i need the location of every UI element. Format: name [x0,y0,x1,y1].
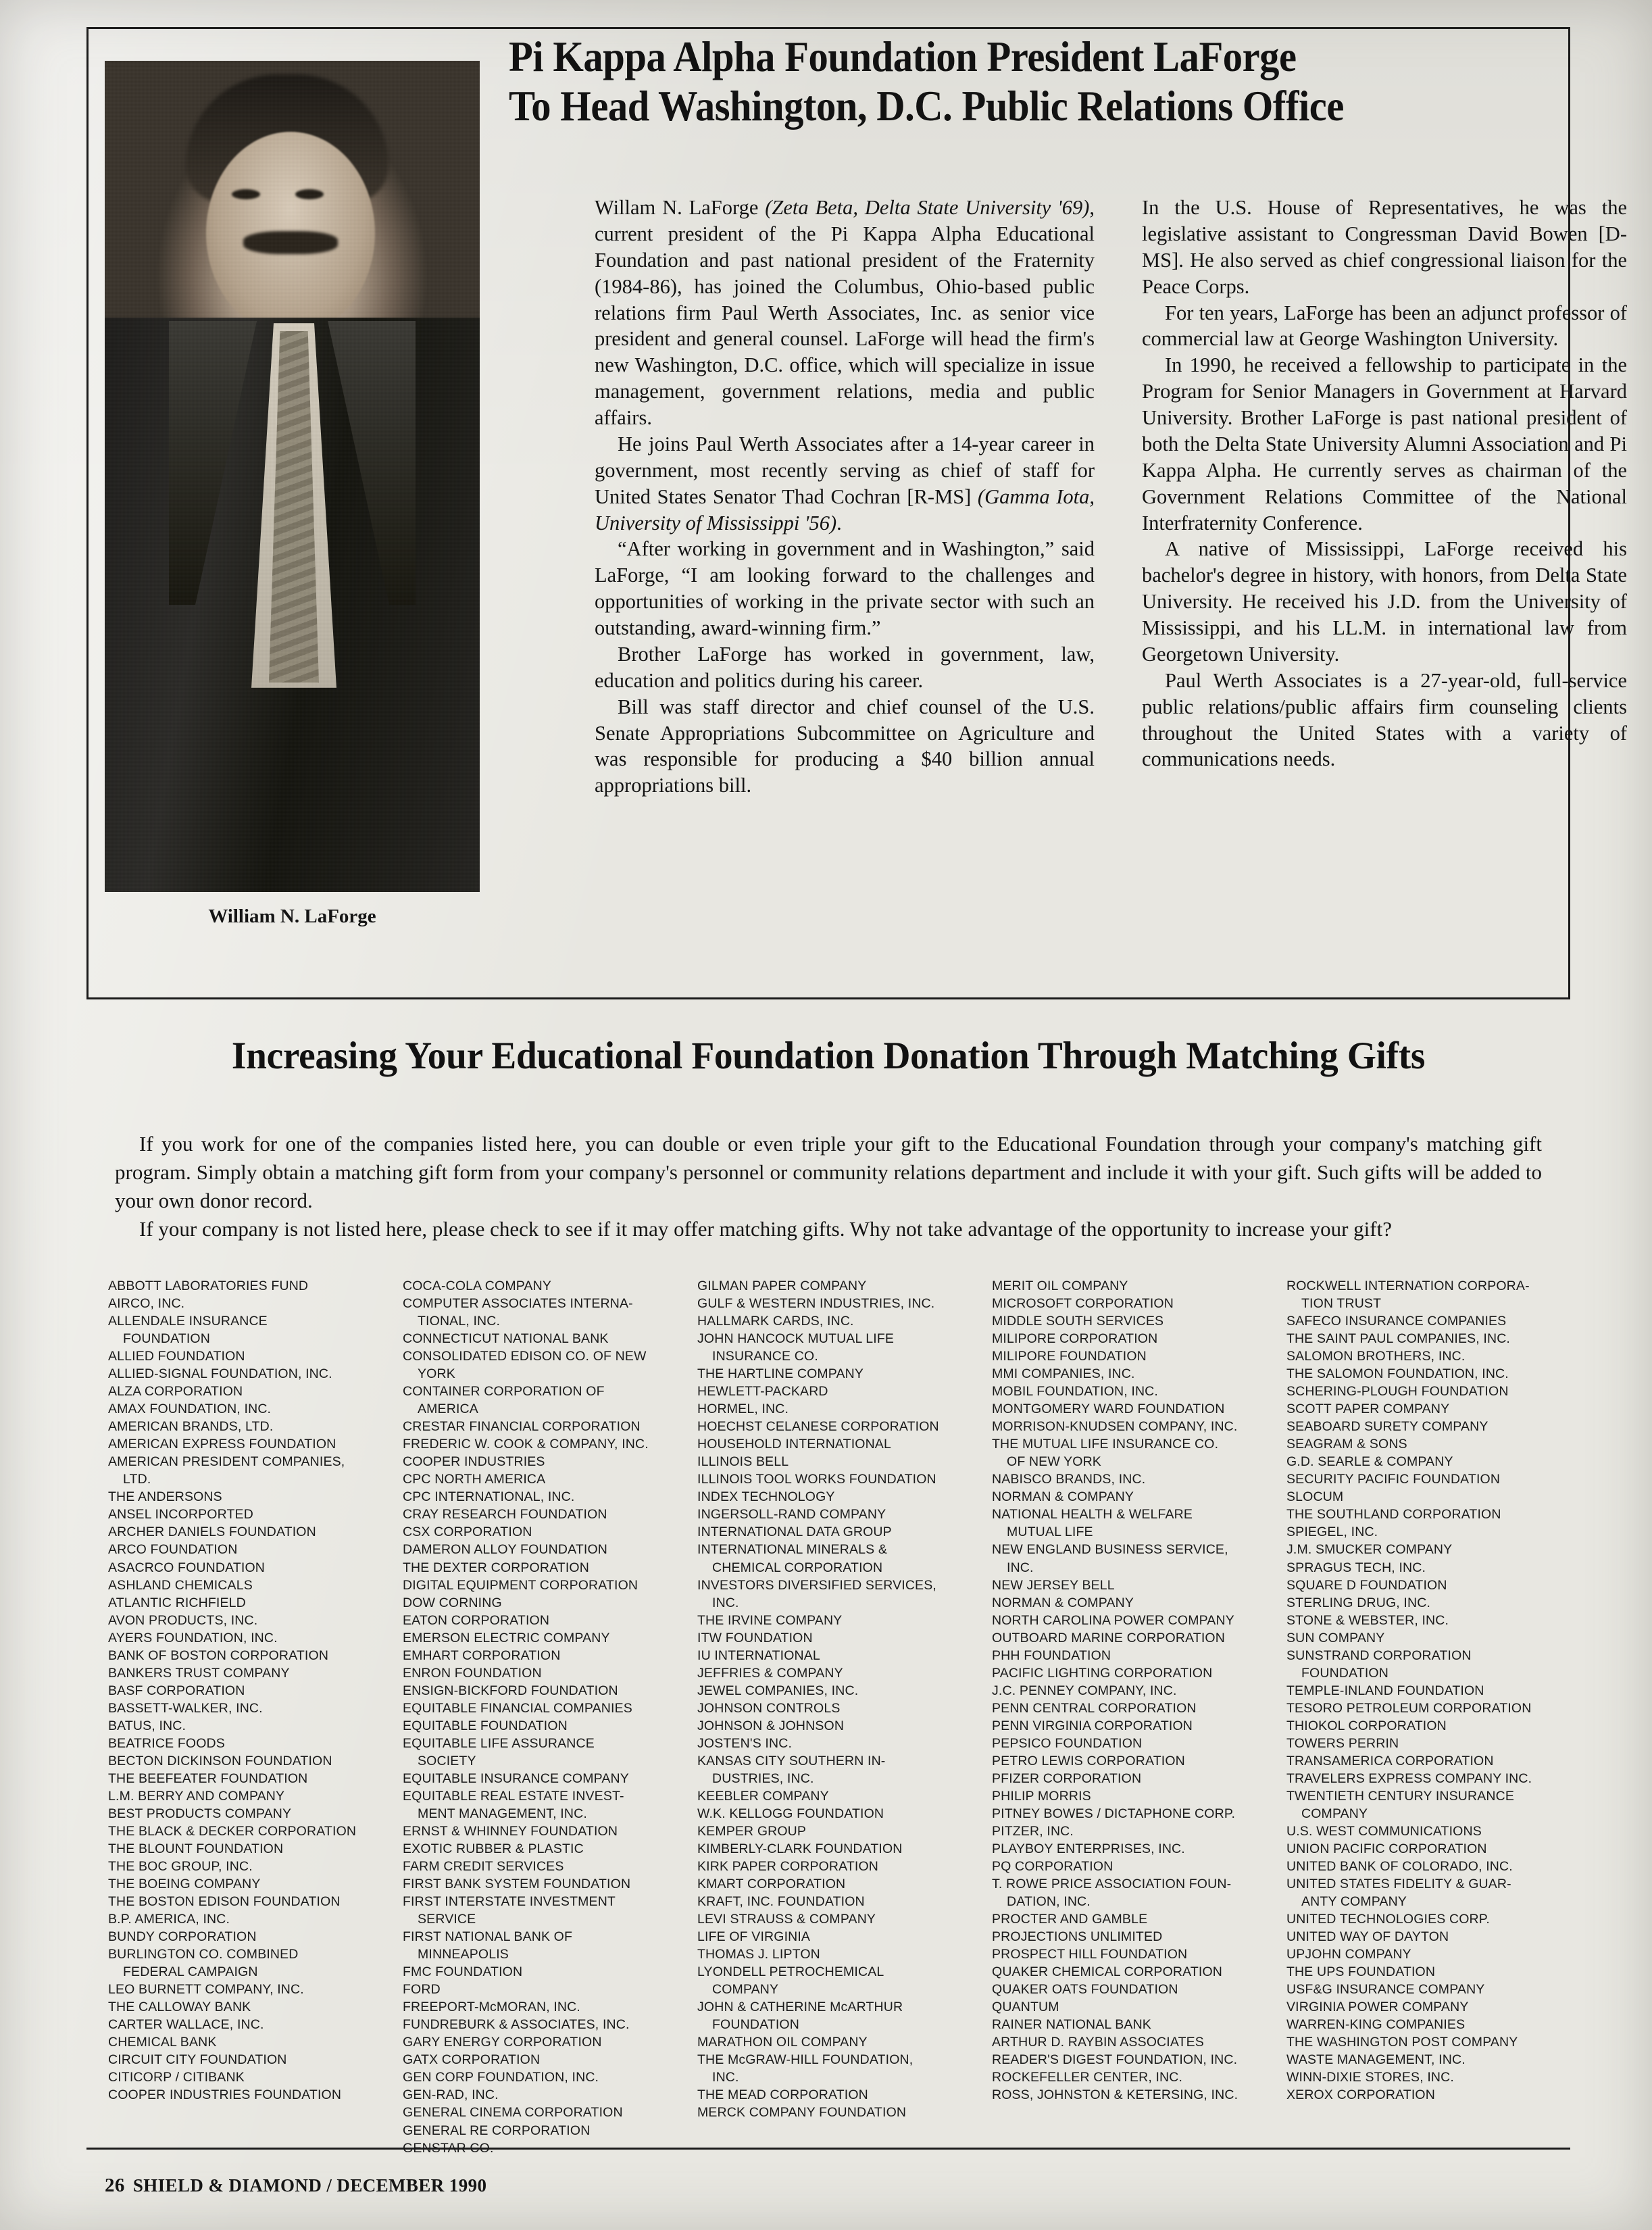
company-name: AIRCO, INC. [108,1296,185,1312]
company-name: AMERICAN BRANDS, LTD. [108,1419,274,1435]
company-name: SECURITY PACIFIC FOUNDATION [1286,1472,1501,1487]
company-name: W.K. KELLOGG FOUNDATION [697,1806,884,1821]
company-name: HEWLETT-PACKARD [697,1384,828,1399]
company-name: KMART CORPORATION [697,1877,846,1892]
company-name: NABISCO BRANDS, INC. [992,1472,1146,1487]
company-name: SEABOARD SURETY COMPANY [1286,1419,1488,1435]
company-name: JOHNSON & JOHNSON [697,1718,845,1733]
company-name-continuation: LTD. [123,1472,151,1487]
company-name: THE SALOMON FOUNDATION, INC. [1286,1366,1509,1382]
company-name: ILLINOIS TOOL WORKS FOUNDATION [697,1472,936,1487]
company-name: GENSTAR CO. [403,2140,494,2156]
company-name: WASTE MANAGEMENT, INC. [1286,2052,1466,2068]
company-name: SPIEGEL, INC. [1286,1525,1378,1540]
company-name: MIDDLE SOUTH SERVICES [992,1314,1164,1329]
company-name: PENN CENTRAL CORPORATION [992,1700,1197,1716]
company-name: PENN VIRGINIA CORPORATION [992,1718,1193,1733]
company-name: WINN-DIXIE STORES, INC. [1286,2070,1454,2085]
company-name: COCA-COLA COMPANY [403,1279,551,1293]
company-name-continuation: SERVICE [418,1912,476,1927]
company-name: PFIZER CORPORATION [992,1770,1142,1786]
company-name-continuation: COMPANY [712,1982,779,1998]
company-name: EQUITABLE INSURANCE COMPANY [403,1770,629,1786]
company-list [108,1277,1581,2157]
company-name: CHEMICAL BANK [108,2035,217,2050]
company-name: CONNECTICUT NATIONAL BANK [403,1331,609,1347]
company-name-continuation: OF NEW YORK [1007,1454,1101,1470]
company-name: FIRST NATIONAL BANK OF [403,1929,573,1945]
publication-name: SHIELD & DIAMOND / DECEMBER 1990 [132,2175,487,2196]
company-list-column [403,1277,697,2157]
company-name: KIRK PAPER CORPORATION [697,1859,879,1875]
company-name-continuation: TIONAL, INC. [418,1314,501,1329]
company-name: SAFECO INSURANCE COMPANIES [1286,1314,1507,1329]
company-name-continuation: SOCIETY [418,1753,476,1768]
company-name-continuation: INSURANCE CO. [712,1349,818,1364]
company-name: LIFE OF VIRGINIA [697,1929,811,1945]
article-column-right [1142,195,1627,772]
company-list-column [1286,1277,1581,2157]
company-name: THE McGRAW-HILL FOUNDATION, [697,2052,913,2068]
company-name: LYONDELL PETROCHEMICAL [697,1964,884,1980]
company-name: ALZA CORPORATION [108,1384,243,1399]
company-name-continuation: FOUNDATION [712,2017,799,2033]
company-name: JOHN HANCOCK MUTUAL LIFE [697,1331,895,1347]
company-name-continuation: INC. [1007,1560,1034,1575]
company-name: J.C. PENNEY COMPANY, INC. [992,1683,1177,1698]
company-name: HOUSEHOLD INTERNATIONAL [697,1437,891,1452]
company-name: CARTER WALLACE, INC. [108,2017,264,2033]
headline-line-1: Pi Kappa Alpha Foundation President LaForge [509,33,1297,80]
company-name: QUAKER CHEMICAL CORPORATION [992,1964,1223,1980]
article-paragraph: In the U.S. House of Representatives, he was the legislative assistant to Congressman David Bowen [D-MS]. He also served as chief congressional liaison for the Peace Corps. [1142,196,1627,298]
company-name: EQUITABLE FOUNDATION [403,1718,568,1733]
company-name: CONSOLIDATED EDISON CO. OF NEW [403,1349,647,1364]
company-name-continuation: DUSTRIES, INC. [712,1770,814,1786]
company-name: FARM CREDIT SERVICES [403,1859,564,1875]
company-name: BANKERS TRUST COMPANY [108,1665,290,1681]
company-name: MERCK COMPANY FOUNDATION [697,2105,907,2121]
company-name: NEW ENGLAND BUSINESS SERVICE, [992,1542,1228,1558]
company-name: VIRGINIA POWER COMPANY [1286,2000,1469,2015]
company-name: SALOMON BROTHERS, INC. [1286,1349,1466,1364]
company-name: PROSPECT HILL FOUNDATION [992,1947,1188,1962]
company-name-continuation: DATION, INC. [1007,1894,1091,1910]
company-name: KANSAS CITY SOUTHERN IN- [697,1753,886,1768]
company-name: NORTH CAROLINA POWER COMPANY [992,1612,1234,1628]
company-name: MERIT OIL COMPANY [992,1279,1128,1293]
company-name: ASHLAND CHEMICALS [108,1577,253,1593]
company-name: UNION PACIFIC CORPORATION [1286,1841,1487,1856]
article-paragraph: Brother LaForge has worked in government, law, education and politics during his career. [595,642,1095,692]
company-name: ILLINOIS BELL [697,1454,789,1470]
company-name: GATX CORPORATION [403,2052,541,2068]
company-name: G.D. SEARLE & COMPANY [1286,1454,1453,1470]
company-name: SCOTT PAPER COMPANY [1286,1402,1450,1417]
company-name: THE BOSTON EDISON FOUNDATION [108,1894,341,1910]
matching-gifts-intro [115,1130,1542,1244]
company-name: ABBOTT LABORATORIES FUND [108,1279,309,1293]
company-name: ROCKWELL INTERNATION CORPORA- [1286,1279,1530,1293]
photo-halftone-grain [105,61,480,892]
company-name: TOWERS PERRIN [1286,1735,1399,1751]
company-name: AMERICAN PRESIDENT COMPANIES, [108,1454,345,1470]
company-name: SLOCUM [1286,1489,1344,1505]
company-name: THE MEAD CORPORATION [697,2087,868,2103]
company-name: QUAKER OATS FOUNDATION [992,1982,1178,1998]
company-name: TEMPLE-INLAND FOUNDATION [1286,1683,1484,1698]
company-name: KEEBLER COMPANY [697,1788,829,1804]
company-name: STONE & WEBSTER, INC. [1286,1612,1449,1628]
company-name: UPJOHN COMPANY [1286,1947,1411,1962]
company-name: DIGITAL EQUIPMENT CORPORATION [403,1577,639,1593]
company-name: BASSETT-WALKER, INC. [108,1700,263,1716]
article-paragraph: Bill was staff director and chief counsel of the U.S. Senate Appropriations Subcommittee on Agriculture and was responsible for producing a $40 billion annual appropriations bill. [595,695,1095,797]
company-name: THE BOEING COMPANY [108,1877,261,1892]
laforge-portrait-photo [105,61,480,892]
company-name: STERLING DRUG, INC. [1286,1595,1431,1610]
company-name: EMHART CORPORATION [403,1647,561,1663]
company-name: THE BLOUNT FOUNDATION [108,1841,284,1856]
company-name: ERNST & WHINNEY FOUNDATION [403,1823,618,1839]
company-name: INVESTORS DIVERSIFIED SERVICES, [697,1577,936,1593]
company-name: KIMBERLY-CLARK FOUNDATION [697,1841,903,1856]
company-name: UNITED WAY OF DAYTON [1286,1929,1449,1945]
company-name: PACIFIC LIGHTING CORPORATION [992,1665,1213,1681]
article-paragraph: He joins Paul Werth Associates after a 14-year career in government, most recently serving as chief of staff for United States Senator Thad Cochran [R-MS] (Gamma Iota, University of Mississippi '56). [595,432,1095,535]
company-name: GULF & WESTERN INDUSTRIES, INC. [697,1296,935,1312]
company-name: FUNDREBURK & ASSOCIATES, INC. [403,2017,630,2033]
company-name: THE WASHINGTON POST COMPANY [1286,2035,1518,2050]
company-name: ENRON FOUNDATION [403,1665,542,1681]
company-name: DAMERON ALLOY FOUNDATION [403,1542,608,1558]
company-name: PITNEY BOWES / DICTAPHONE CORP. [992,1806,1236,1821]
company-name: PLAYBOY ENTERPRISES, INC. [992,1841,1185,1856]
company-name: BECTON DICKINSON FOUNDATION [108,1753,332,1768]
company-name: JEWEL COMPANIES, INC. [697,1683,859,1698]
company-name: THE BLACK & DECKER CORPORATION [108,1823,357,1839]
company-name: UNITED STATES FIDELITY & GUAR- [1286,1877,1511,1892]
company-name: FREDERIC W. COOK & COMPANY, INC. [403,1437,649,1452]
company-name: ASACRCO FOUNDATION [108,1560,266,1575]
company-name: ANSEL INCORPORTED [108,1507,253,1522]
company-name: THE MUTUAL LIFE INSURANCE CO. [992,1437,1219,1452]
company-name: LEVI STRAUSS & COMPANY [697,1912,876,1927]
company-name: BURLINGTON CO. COMBINED [108,1947,299,1962]
company-name: EMERSON ELECTRIC COMPANY [403,1630,610,1645]
company-name: JOHN & CATHERINE McARTHUR [697,2000,903,2015]
company-name: ROCKEFELLER CENTER, INC. [992,2070,1183,2085]
company-name-continuation: TION TRUST [1301,1296,1382,1312]
company-name: NATIONAL HEALTH & WELFARE [992,1507,1193,1522]
company-name: EATON CORPORATION [403,1612,550,1628]
company-name-continuation: INC. [712,2070,739,2085]
company-name: SUN COMPANY [1286,1630,1385,1645]
article-paragraph: Paul Werth Associates is a 27-year-old, full-service public relations/public affairs firm counseling clients throughout the United States with a variety of communications needs. [1142,668,1627,771]
company-name: MONTGOMERY WARD FOUNDATION [992,1402,1225,1417]
company-name: AVON PRODUCTS, INC. [108,1612,258,1628]
company-name: BUNDY CORPORATION [108,1929,257,1945]
company-name: READER'S DIGEST FOUNDATION, INC. [992,2052,1238,2068]
company-name: NORMAN & COMPANY [992,1595,1134,1610]
company-name: NORMAN & COMPANY [992,1489,1134,1505]
article-paragraph: For ten years, LaForge has been an adjunct professor of commercial law at George Washington University. [1142,301,1627,351]
company-name: USF&G INSURANCE COMPANY [1286,1982,1485,1998]
company-name: THE SOUTHLAND CORPORATION [1286,1507,1501,1522]
company-name: SQUARE D FOUNDATION [1286,1577,1447,1593]
company-name: SEAGRAM & SONS [1286,1437,1407,1452]
company-name: ATLANTIC RICHFIELD [108,1595,246,1610]
company-name: EQUITABLE LIFE ASSURANCE [403,1735,595,1751]
company-name: TRAVELERS EXPRESS COMPANY INC. [1286,1770,1532,1786]
company-name: PROJECTIONS UNLIMITED [992,1929,1163,1945]
company-name-continuation: INC. [712,1595,739,1610]
company-name: EQUITABLE REAL ESTATE INVEST- [403,1788,624,1804]
company-name: B.P. AMERICA, INC. [108,1912,230,1927]
company-name: ARCO FOUNDATION [108,1542,238,1558]
company-name: MORRISON-KNUDSEN COMPANY, INC. [992,1419,1238,1435]
page-number: 26 [105,2175,125,2196]
company-name: CPC NORTH AMERICA [403,1472,546,1487]
company-name: KRAFT, INC. FOUNDATION [697,1894,865,1910]
company-name: KEMPER GROUP [697,1823,807,1839]
company-name: HOECHST CELANESE CORPORATION [697,1419,939,1435]
company-name: ENSIGN-BICKFORD FOUNDATION [403,1683,618,1698]
photo-caption: William N. LaForge [208,906,376,927]
company-name: MOBIL FOUNDATION, INC. [992,1384,1158,1399]
company-name: THE BEEFEATER FOUNDATION [108,1770,308,1786]
intro-paragraph: If you work for one of the companies listed here, you can double or even triple your gift to the Educational Foundation through your company's matching gift program. Simply obtain a matching gift form from your company's personnel or community relations department and include it with your gift. Such gifts will be added to your own donor record. [115,1132,1542,1213]
company-name: THE SAINT PAUL COMPANIES, INC. [1286,1331,1511,1347]
company-name: COOPER INDUSTRIES [403,1454,545,1470]
company-name: MARATHON OIL COMPANY [697,2035,868,2050]
company-name: MILIPORE CORPORATION [992,1331,1158,1347]
company-name: ALLENDALE INSURANCE [108,1314,268,1329]
company-name: ALLIED FOUNDATION [108,1349,245,1364]
article-paragraph: “After working in government and in Washington,” said LaForge, “I am looking forward to the challenges and opportunities of working in the private sector with such an outstanding, award-winning firm.” [595,537,1095,639]
company-name: GEN CORP FOUNDATION, INC. [403,2070,599,2085]
company-name: SCHERING-PLOUGH FOUNDATION [1286,1384,1509,1399]
company-name: MICROSOFT CORPORATION [992,1296,1174,1312]
company-name: EQUITABLE FINANCIAL COMPANIES [403,1700,632,1716]
company-name: JEFFRIES & COMPANY [697,1665,843,1681]
company-name-continuation: FOUNDATION [1301,1665,1388,1681]
company-name: PEPSICO FOUNDATION [992,1735,1143,1751]
company-name: TESORO PETROLEUM CORPORATION [1286,1700,1532,1716]
company-name-continuation: YORK [418,1366,455,1382]
company-name: INTERNATIONAL MINERALS & [697,1542,887,1558]
company-name: BATUS, INC. [108,1718,186,1733]
company-name-continuation: AMERICA [418,1402,478,1417]
company-name: PHH FOUNDATION [992,1647,1111,1663]
company-name: THE UPS FOUNDATION [1286,1964,1436,1980]
company-name: SPRAGUS TECH, INC. [1286,1560,1426,1575]
company-name: PITZER, INC. [992,1823,1074,1839]
company-name: CIRCUIT CITY FOUNDATION [108,2052,287,2068]
company-name: FORD [403,1982,441,1998]
company-name: GENERAL RE CORPORATION [403,2123,591,2138]
article-paragraph: A native of Mississippi, LaForge received his bachelor's degree in history, with honors, from Delta State University. He received his J.D. from the University of Mississippi, and his LL.M. in international law from Georgetown University. [1142,537,1627,666]
company-name: FIRST INTERSTATE INVESTMENT [403,1894,616,1910]
company-name: ARTHUR D. RAYBIN ASSOCIATES [992,2035,1204,2050]
company-name: FMC FOUNDATION [403,1964,523,1980]
company-name: THE DEXTER CORPORATION [403,1560,589,1575]
company-name: MILIPORE FOUNDATION [992,1349,1147,1364]
company-name: COOPER INDUSTRIES FOUNDATION [108,2087,342,2103]
company-name: DOW CORNING [403,1595,502,1610]
intro-paragraph: If your company is not listed here, please check to see if it may offer matching gifts. Why not take advantage of the opportunity to increase your gift? [139,1217,1392,1241]
company-name: RAINER NATIONAL BANK [992,2017,1151,2033]
company-name: OUTBOARD MARINE CORPORATION [992,1630,1225,1645]
company-name: HORMEL, INC. [697,1402,789,1417]
company-name: FIRST BANK SYSTEM FOUNDATION [403,1877,631,1892]
company-name: WARREN-KING COMPANIES [1286,2017,1466,2033]
company-name-continuation: MINNEAPOLIS [418,1947,509,1962]
top-rule [86,27,1570,29]
company-name: ARCHER DANIELS FOUNDATION [108,1525,316,1540]
company-name: UNITED BANK OF COLORADO, INC. [1286,1859,1513,1875]
company-name: THE BOC GROUP, INC. [108,1859,253,1875]
company-name: GENERAL CINEMA CORPORATION [403,2105,623,2121]
company-name: PROCTER AND GAMBLE [992,1912,1148,1927]
company-name: GEN-RAD, INC. [403,2087,499,2103]
company-name-continuation: COMPANY [1301,1806,1368,1821]
company-name-continuation: MENT MANAGEMENT, INC. [418,1806,587,1821]
company-name: BANK OF BOSTON CORPORATION [108,1647,329,1663]
company-name: THE HARTLINE COMPANY [697,1366,864,1382]
company-name: CSX CORPORATION [403,1525,532,1540]
company-name: MMI COMPANIES, INC. [992,1366,1135,1382]
company-name: GARY ENERGY CORPORATION [403,2035,602,2050]
company-name: U.S. WEST COMMUNICATIONS [1286,1823,1482,1839]
company-name: NEW JERSEY BELL [992,1577,1115,1593]
company-name: BEATRICE FOODS [108,1735,225,1751]
company-name: AYERS FOUNDATION, INC. [108,1630,278,1645]
left-vertical-rule [86,27,89,999]
headline-line-2: To Head Washington, D.C. Public Relations Office [509,82,1344,130]
company-name: PETRO LEWIS CORPORATION [992,1753,1185,1768]
matching-gifts-title: Increasing Your Educational Foundation Donation Through Matching Gifts [231,1035,1426,1077]
company-list-column [697,1277,992,2157]
company-name: THE IRVINE COMPANY [697,1612,843,1628]
company-name: INGERSOLL-RAND COMPANY [697,1507,886,1522]
company-name: TWENTIETH CENTURY INSURANCE [1286,1788,1515,1804]
company-name-continuation: CHEMICAL CORPORATION [712,1560,883,1575]
company-name: PQ CORPORATION [992,1859,1113,1875]
company-name: BEST PRODUCTS COMPANY [108,1806,292,1821]
company-name: JOSTEN'S INC. [697,1735,793,1751]
article-paragraph: Willam N. LaForge (Zeta Beta, Delta State University '69), current president of the Pi Kappa Alpha Educational Foundation and past national president of the Fraternity (1984-86), has joined the Columbus, Ohio-based public relations firm Paul Werth Associates, Inc. as senior vice president and general counsel. LaForge will head the firm's new Washington, D.C. office, which will specialize in issue management, government relations, media and public affairs. [595,196,1095,429]
company-name: T. ROWE PRICE ASSOCIATION FOUN- [992,1877,1232,1892]
company-name: CITICORP / CITIBANK [108,2070,245,2085]
company-name: QUANTUM [992,2000,1059,2015]
company-name: L.M. BERRY AND COMPANY [108,1788,285,1804]
company-name: ALLIED-SIGNAL FOUNDATION, INC. [108,1366,332,1382]
company-name: CONTAINER CORPORATION OF [403,1384,605,1399]
article-paragraph: In 1990, he received a fellowship to participate in the Program for Senior Managers in Government at Harvard University. Brother LaForge is past national president of both the Delta State University Alumni Association and Pi Kappa Alpha. He currently serves as chairman of the Government Relations Committee of the National Interfraternity Conference. [1142,353,1627,535]
company-name: THE CALLOWAY BANK [108,2000,251,2015]
company-name: XEROX CORPORATION [1286,2087,1435,2103]
company-name: BASF CORPORATION [108,1683,245,1698]
company-name: HALLMARK CARDS, INC. [697,1314,854,1329]
company-name: INDEX TECHNOLOGY [697,1489,835,1505]
company-name: THIOKOL CORPORATION [1286,1718,1447,1733]
company-name: ROSS, JOHNSTON & KETERSING, INC. [992,2087,1238,2103]
company-name: LEO BURNETT COMPANY, INC. [108,1982,304,1998]
company-name: TRANSAMERICA CORPORATION [1286,1753,1494,1768]
company-list-column [992,1277,1286,2157]
company-name: CRAY RESEARCH FOUNDATION [403,1507,607,1522]
company-name: COMPUTER ASSOCIATES INTERNA- [403,1296,633,1312]
article-headline [509,32,1491,131]
company-name: AMERICAN EXPRESS FOUNDATION [108,1437,336,1452]
company-name: JOHNSON CONTROLS [697,1700,841,1716]
mid-rule [86,997,1570,999]
company-name-continuation: ANTY COMPANY [1301,1894,1407,1910]
company-name-continuation: FOUNDATION [123,1331,210,1347]
company-list-column [108,1277,403,2157]
company-name: AMAX FOUNDATION, INC. [108,1402,272,1417]
company-name: ITW FOUNDATION [697,1630,813,1645]
company-name: UNITED TECHNOLOGIES CORP. [1286,1912,1491,1927]
company-name: J.M. SMUCKER COMPANY [1286,1542,1453,1558]
company-name-continuation: FEDERAL CAMPAIGN [123,1964,258,1980]
company-name: EXOTIC RUBBER & PLASTIC [403,1841,584,1856]
company-name: CRESTAR FINANCIAL CORPORATION [403,1419,641,1435]
article-column-left [595,195,1095,799]
company-name: IU INTERNATIONAL [697,1647,820,1663]
company-name: PHILIP MORRIS [992,1788,1091,1804]
company-name: THOMAS J. LIPTON [697,1947,820,1962]
company-name: GILMAN PAPER COMPANY [697,1279,867,1293]
company-name: INTERNATIONAL DATA GROUP [697,1525,892,1540]
page-footer [105,2175,486,2197]
company-name: SUNSTRAND CORPORATION [1286,1647,1472,1663]
company-name: CPC INTERNATIONAL, INC. [403,1489,575,1505]
company-name-continuation: MUTUAL LIFE [1007,1525,1093,1540]
company-name: FREEPORT-McMORAN, INC. [403,2000,580,2015]
company-name: THE ANDERSONS [108,1489,222,1505]
